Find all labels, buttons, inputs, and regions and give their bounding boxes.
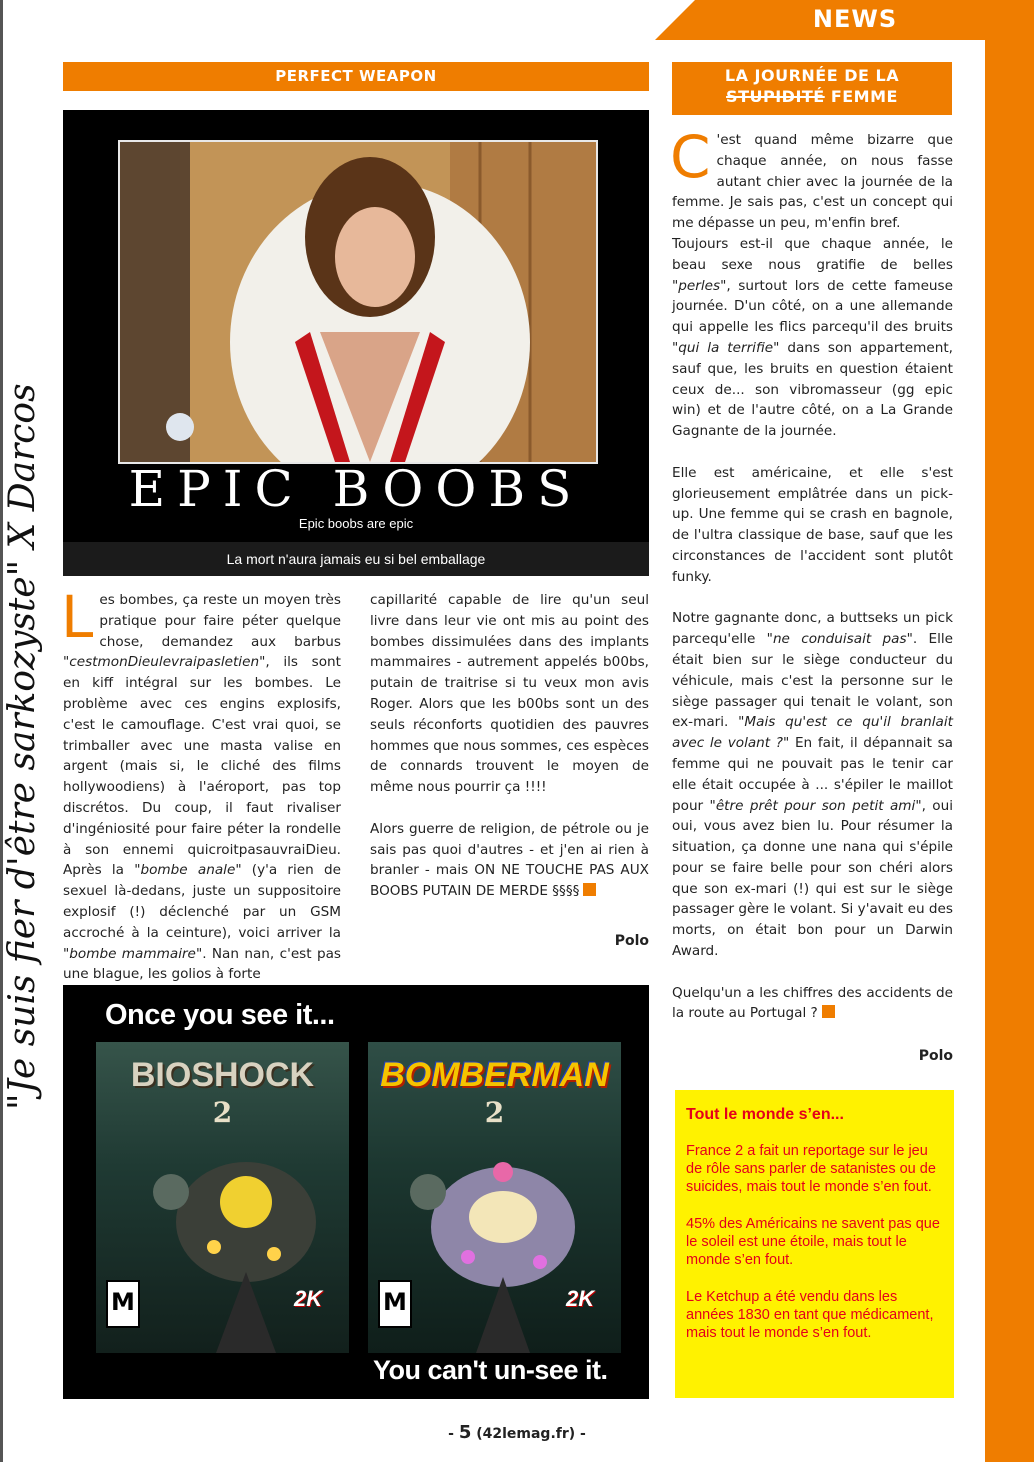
poster-subtitle: Epic boobs are epic	[298, 516, 414, 531]
news-label: NEWS	[812, 5, 898, 33]
article1-author: Polo	[614, 933, 649, 949]
article2-paragraph1-text: 'est quand même bizarre que chaque année, on nous fasse autant chier avec la journée de la femme. Je sais pas, c'est un concept qui me dépasse un peu, m'enfin bref. Toujours est-il que chaque année, le beau sexe nous gratifie de belles "perles", surtout lors de cette fameuse journée. D'un côté, on a une allemande qui appelle les flics parcequ'il des bruits "qui la terrifie" dans son appartement, sauf que, les bruits en question étaient ceux de... son vibromasseur (gg epic win) et de l'autre côté, on a La Grande Gagnante de la journée.	[672, 132, 953, 440]
poster-photo-illustration	[120, 142, 596, 462]
meme-top-text: Once you see it...	[105, 999, 335, 1031]
publisher-logo: 2K	[566, 1286, 595, 1311]
article2-paragraph4	[672, 983, 953, 1025]
sidebox-item: 45% des Américains ne savent pas que le soleil est une étoile, mais tout le monde s’en fout.	[686, 1216, 940, 1268]
article1-dropcap: L	[61, 583, 94, 651]
article2-header-line1: LA JOURNÉE DE LA	[724, 66, 900, 85]
bioshock-number: 2	[212, 1096, 233, 1129]
poster-photo	[118, 140, 598, 464]
article2-column	[670, 123, 953, 1045]
bomberman-number: 2	[484, 1096, 505, 1129]
meme-image	[63, 985, 649, 1399]
page-footer: - 5 (42lemag.fr) -	[448, 1422, 586, 1443]
bomberman-cover	[368, 1042, 621, 1353]
sidebox-title: Tout le monde s’en...	[686, 1106, 844, 1123]
article2-author: Polo	[918, 1048, 953, 1064]
meme-bottom-text: You can't un-see it.	[373, 1355, 608, 1385]
article1-col2-paragraph2-text: Alors guerre de religion, de pétrole ou je sais pas quoi d'autres - et j'en ai rien à branler - mais ON NE TOUCHE PAS AUX BOOBS PUTAIN DE MERDE §§§§	[370, 820, 649, 900]
article1-col2-paragraph2	[370, 819, 649, 902]
end-mark-icon	[822, 1005, 835, 1018]
article2-header-end: FEMME	[830, 87, 898, 106]
sidebox	[675, 1090, 954, 1398]
article2-dropcap: C	[670, 123, 711, 191]
end-mark-icon	[583, 883, 596, 896]
side-quote: "Je suis fier d'être sarkozyste" X Darcos	[2, 383, 43, 1110]
article2-paragraph4-text: Quelqu'un a les chiffres des accidents de la route au Portugal ?	[672, 984, 953, 1022]
publisher-logo: 2K	[294, 1286, 323, 1311]
article1-column1	[61, 583, 341, 985]
article1-column2	[370, 590, 649, 923]
motivational-poster	[63, 110, 649, 576]
article1-col1-text: es bombes, ça reste un moyen très pratique pour faire péter quelque chose, demandez aux barbus "cestmonDieulevraipasletien", ils sont en kiff intégral sur les bombes. Le problème avec ces engins explosifs, c'est le camouflage. C'est vrai quoi, se trimballer avec une masta valise en argent (mais si, le cliché des films hollywoodiens) à l'aéroport, pas top discrétos. Du coup, il faut rivaliser d'ingéniosité pour faire péter la rondelle à son ennemi quicroitpasauvraiDieu. Après la "bombe anale" (y'a rien de sexuel là-dedans, juste un suppositoire explosif (!) déclenché par un GSM accroché à la ceinture), voici arriver la "bombe mammaire". Nan nan, c'est pas une blague, les golios à forte	[63, 592, 341, 983]
article2-paragraph2: Elle est américaine, et elle s'est glorieusement emplâtrée dans un pick-up. Une femme qui se crash en bagnole, de l'ultra classique de base, sauf que les circonstances de l'accident sont plutôt funky.	[672, 464, 953, 585]
article2-header-strike: STUPIDITÉ	[726, 87, 825, 106]
article2-header	[672, 62, 952, 115]
article1-header: PERFECT WEAPON	[63, 62, 649, 91]
article1-col2-paragraph1: capillarité capable de lire qu'un seul livre dans leur vie ont mis au point des bombes dissimulées dans des implants mammaires - autrement appelés b00bs, putain de traitrise si tu veux mon avis Roger. Alors que les b00bs sont un des seuls réconforts quotidien des pauvres hommes que nous sommes, ces espèces de connards trouvent le moyen de même nous pourrir ça !!!!	[370, 592, 649, 796]
rating-badge: M	[106, 1280, 140, 1328]
poster-caption: La mort n'aura jamais eu si bel emballage	[63, 542, 649, 576]
page-number: 5	[458, 1422, 472, 1443]
poster-title: EPIC BOOBS	[128, 460, 584, 518]
article2-paragraph3: Notre gagnante donc, a buttseks un pick parcequ'elle "ne conduisait pas". Elle était bien sur le siège conducteur du véhicule, mais c'est la personne sur le siège passager qui tenait le volant, son ex-mari. "Mais qu'est ce qu'il branlait avec le volant ?" En fait, il dépannait sa femme qui ne pouvait pas le tenir car elle était occupée à ... s'épiler le maillot pour "être prêt pour son petit ami", oui oui, vous avez bien lu. Pour résumer la situation, ça donne une nana qui s'épile pour se faire belle pour son chéri alors que son ex-mari (!) qui est sur le siège passager gère le volant. Si y'avait eu des morts, on était bon pour un Darwin Award.	[672, 610, 953, 960]
bioshock-cover	[96, 1042, 349, 1353]
rating-badge: M	[378, 1280, 412, 1328]
right-accent-strip	[985, 40, 1034, 1462]
sidebox-item: France 2 a fait un reportage sur le jeu de rôle sans parler de satanistes ou de suicides, mais tout le monde s’en fout.	[686, 1143, 936, 1195]
footer-site: (42lemag.fr)	[476, 1426, 576, 1442]
article2-header-line2	[672, 86, 952, 107]
article2-paragraph1	[670, 123, 953, 442]
sidebox-item: Le Ketchup a été vendu dans les années 1830 en tant que médicament, mais tout le monde s’en fout.	[686, 1289, 934, 1341]
bioshock-title: BIOSHOCK	[130, 1056, 315, 1094]
bomberman-title: BOMBERMAN	[380, 1056, 609, 1094]
